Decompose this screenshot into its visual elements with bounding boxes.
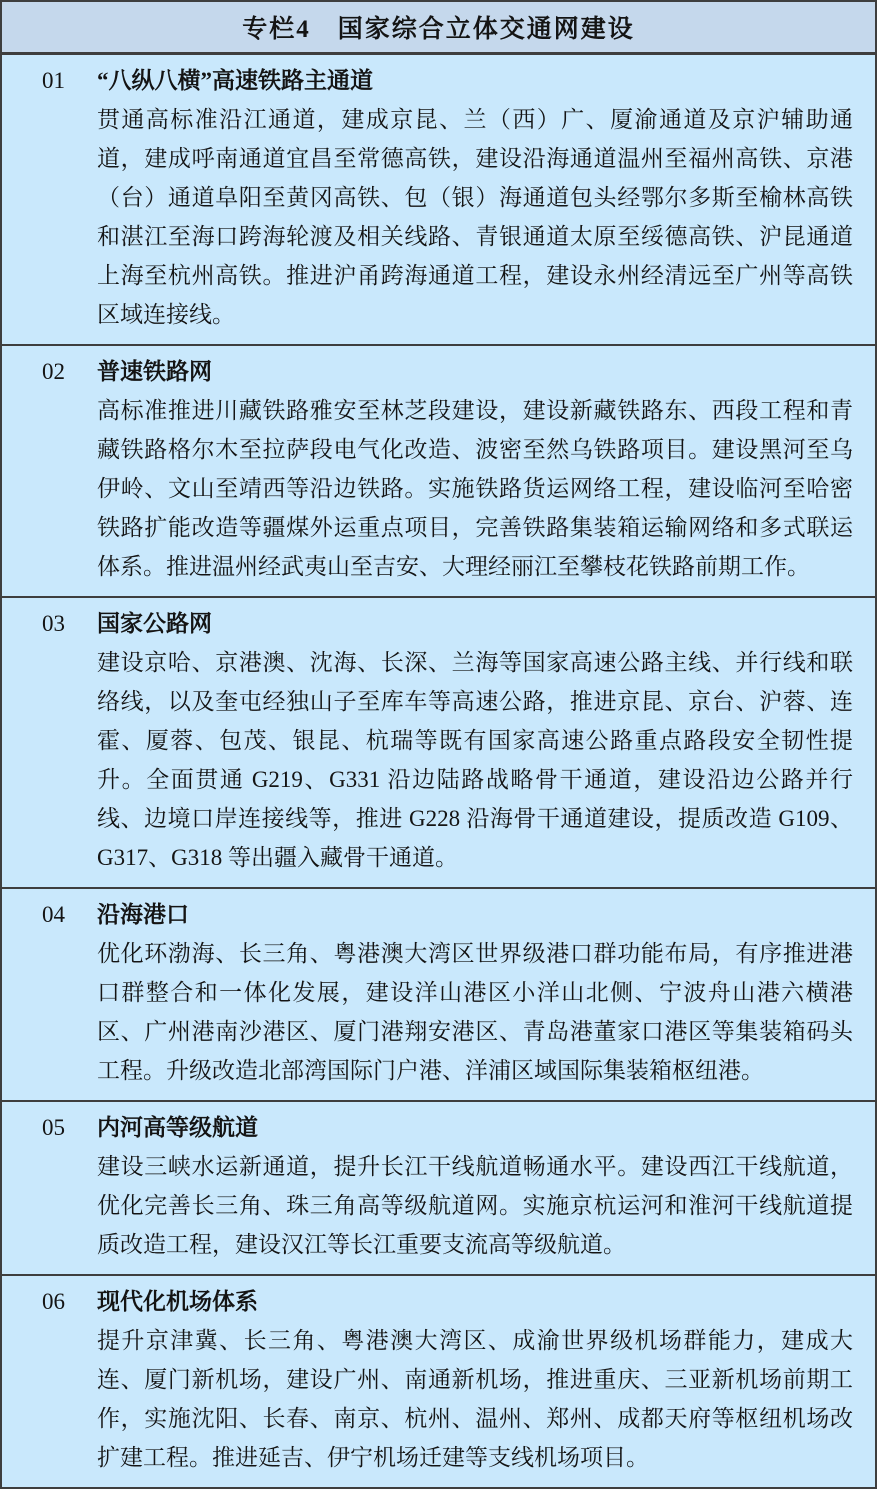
- section-head: [97, 352, 853, 391]
- section-04-coastal-ports: [2, 889, 875, 1102]
- section-01-hsr-main-corridors: [2, 55, 875, 346]
- section-heading: 普速铁路网: [97, 359, 212, 384]
- section-head: [97, 1282, 853, 1321]
- section-body: 建设三峡水运新通道，提升长江干线航道畅通水平。建设西江干线航道，优化完善长三角、珠三角高等级航道网。实施京杭运河和淮河干线航道提质改造工程，建设汉江等长江重要支流高等级航道。: [97, 1154, 853, 1257]
- section-head: [97, 1108, 853, 1147]
- section-head: [97, 604, 853, 643]
- section-05-inland-waterways: [2, 1102, 875, 1276]
- section-number: 04: [42, 902, 65, 927]
- section-number: 02: [42, 359, 65, 384]
- section-body: 建设京哈、京港澳、沈海、长深、兰海等国家高速公路主线、并行线和联络线，以及奎屯经独山子至库车等高速公路，推进京昆、京台、沪蓉、连霍、厦蓉、包茂、银昆、杭瑞等既有国家高速公路重点路段安全韧性提升。全面贯通 G219、G331 沿边陆路战略骨干通道，建设沿边公路并行线、边境口岸连接线等，推进 G228 沿海骨干通道建设，提质改造 G109、G317、G318 等出疆入藏骨干通道。: [97, 650, 853, 870]
- section-06-airport-system: [2, 1276, 875, 1487]
- section-heading: 沿海港口: [97, 902, 189, 927]
- section-number: 05: [42, 1115, 65, 1140]
- section-02-conventional-rail: [2, 346, 875, 598]
- section-heading: 现代化机场体系: [97, 1289, 258, 1314]
- section-number: 01: [42, 68, 65, 93]
- section-head: [97, 61, 853, 100]
- section-heading: 国家公路网: [97, 611, 212, 636]
- section-body: 贯通高标准沿江通道，建成京昆、兰（西）广、厦渝通道及京沪辅助通道，建成呼南通道宜昌至常德高铁，建设沿海通道温州至福州高铁、京港（台）通道阜阳至黄冈高铁、包（银）海通道包头经鄂尔多斯至榆林高铁和湛江至海口跨海轮渡及相关线路、青银通道太原至绥德高铁、沪昆通道上海至杭州高铁。推进沪甬跨海通道工程，建设永州经清远至广州等高铁区域连接线。: [97, 107, 853, 327]
- section-heading: 内河高等级航道: [97, 1115, 258, 1140]
- section-head: [97, 895, 853, 934]
- section-body: 高标准推进川藏铁路雅安至林芝段建设，建设新藏铁路东、西段工程和青藏铁路格尔木至拉萨段电气化改造、波密至然乌铁路项目。建设黑河至乌伊岭、文山至靖西等沿边铁路。实施铁路货运网络工程，建设临河至哈密铁路扩能改造等疆煤外运重点项目，完善铁路集装箱运输网络和多式联运体系。推进温州经武夷山至吉安、大理经丽江至攀枝花铁路前期工作。: [97, 398, 853, 579]
- section-03-national-highways: [2, 598, 875, 889]
- feature-box-header: [2, 2, 875, 55]
- section-heading: “八纵八横”高速铁路主通道: [97, 68, 373, 93]
- section-number: 03: [42, 611, 65, 636]
- section-body: 提升京津冀、长三角、粤港澳大湾区、成渝世界级机场群能力，建成大连、厦门新机场，建设广州、南通新机场，推进重庆、三亚新机场前期工作，实施沈阳、长春、南京、杭州、温州、郑州、成都天府等枢纽机场改扩建工程。推进延吉、伊宁机场迁建等支线机场项目。: [97, 1328, 853, 1470]
- section-number: 06: [42, 1289, 65, 1314]
- section-body: 优化环渤海、长三角、粤港澳大湾区世界级港口群功能布局，有序推进港口群整合和一体化发展，建设洋山港区小洋山北侧、宁波舟山港六横港区、广州港南沙港区、厦门港翔安港区、青岛港董家口港区等集装箱码头工程。升级改造北部湾国际门户港、洋浦区域国际集装箱枢纽港。: [97, 941, 853, 1083]
- box-title: 专栏4 国家综合立体交通网建设: [242, 16, 635, 43]
